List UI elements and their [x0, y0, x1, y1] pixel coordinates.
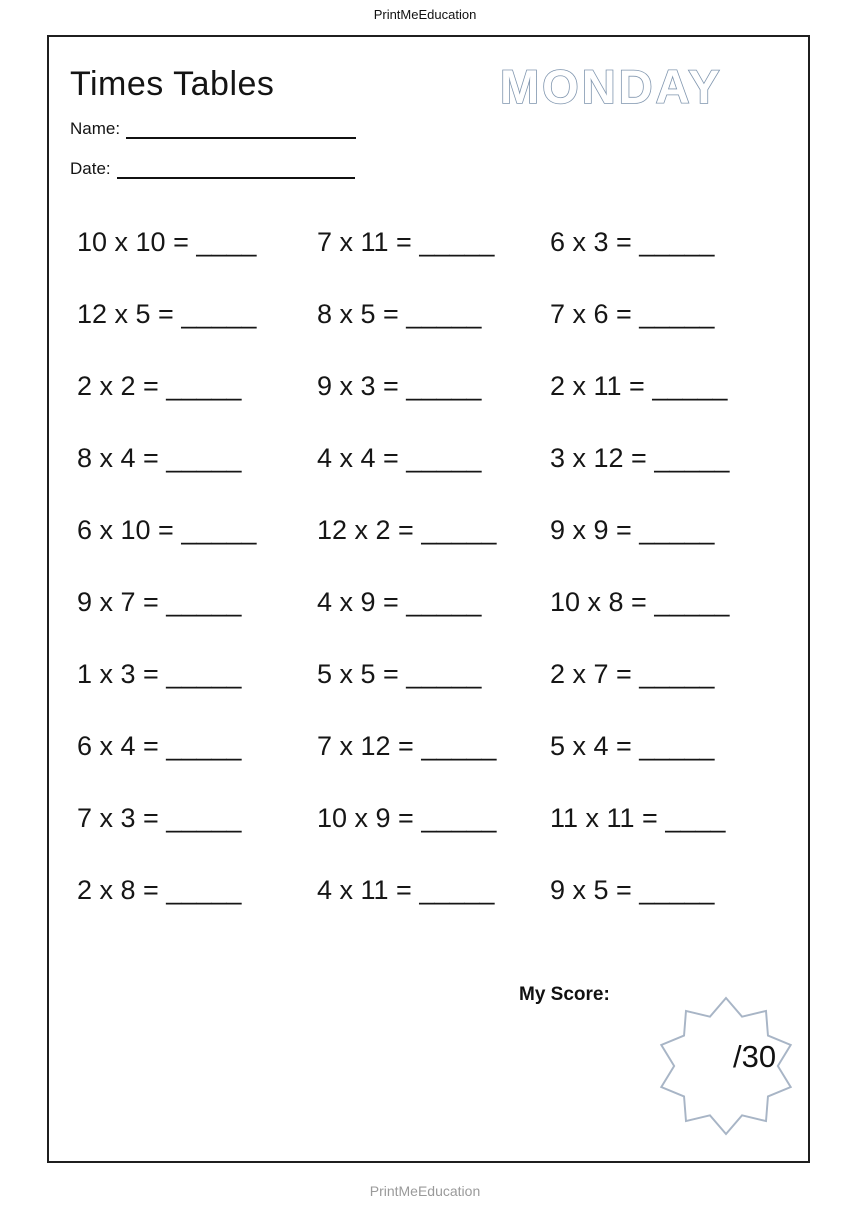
problem: 3 x 12 = _____: [550, 442, 730, 473]
problem: 7 x 6 = _____: [550, 298, 715, 329]
problem: 10 x 8 = _____: [550, 586, 730, 617]
problem: 10 x 9 = _____: [317, 802, 497, 833]
problem: 9 x 5 = _____: [550, 874, 715, 905]
date-label: Date:: [70, 159, 111, 178]
problem: 5 x 5 = _____: [317, 658, 482, 689]
date-blank-line: [117, 160, 355, 179]
page-title: Times Tables: [70, 65, 275, 103]
problem: 6 x 3 = _____: [550, 226, 715, 257]
name-label: Name:: [70, 119, 121, 138]
day-outline-text: [498, 55, 760, 117]
brand-header: PrintMeEducation: [373, 7, 477, 22]
problem: 4 x 9 = _____: [317, 586, 482, 617]
problem: 2 x 8 = _____: [77, 874, 242, 905]
brand-footer: PrintMeEducation: [369, 1183, 481, 1199]
problem: 4 x 4 = _____: [317, 442, 482, 473]
problem: 12 x 5 = _____: [77, 298, 257, 329]
date-row: [70, 159, 355, 179]
problem: 2 x 2 = _____: [77, 370, 242, 401]
name-blank-line: [126, 120, 356, 139]
problem: 4 x 11 = _____: [317, 874, 495, 905]
problem: 12 x 2 = _____: [317, 514, 497, 545]
problem: 7 x 12 = _____: [317, 730, 497, 761]
problem: 10 x 10 = ____: [77, 226, 257, 257]
problem: 9 x 3 = _____: [317, 370, 482, 401]
problem: 2 x 11 = _____: [550, 370, 728, 401]
problem: 7 x 3 = _____: [77, 802, 242, 833]
day-label: MONDAY: [500, 60, 723, 113]
problem: 7 x 11 = _____: [317, 226, 495, 257]
score-badge: [645, 985, 807, 1147]
problem: 8 x 4 = _____: [77, 442, 242, 473]
problem: 11 x 11 = ____: [550, 802, 726, 833]
problems-grid: [77, 206, 787, 926]
name-row: [70, 119, 356, 139]
problem: 5 x 4 = _____: [550, 730, 715, 761]
problem: 9 x 7 = _____: [77, 586, 242, 617]
score-total: /30: [733, 1039, 777, 1074]
star-seal-icon: [645, 985, 807, 1147]
problem: 9 x 9 = _____: [550, 514, 715, 545]
problem: 8 x 5 = _____: [317, 298, 482, 329]
problem: 6 x 4 = _____: [77, 730, 242, 761]
problem: 2 x 7 = _____: [550, 658, 715, 689]
worksheet-page: [47, 35, 810, 1163]
problem: 6 x 10 = _____: [77, 514, 257, 545]
day-banner: [498, 55, 760, 122]
score-label: My Score:: [519, 984, 610, 1005]
problem: 1 x 3 = _____: [77, 658, 242, 689]
